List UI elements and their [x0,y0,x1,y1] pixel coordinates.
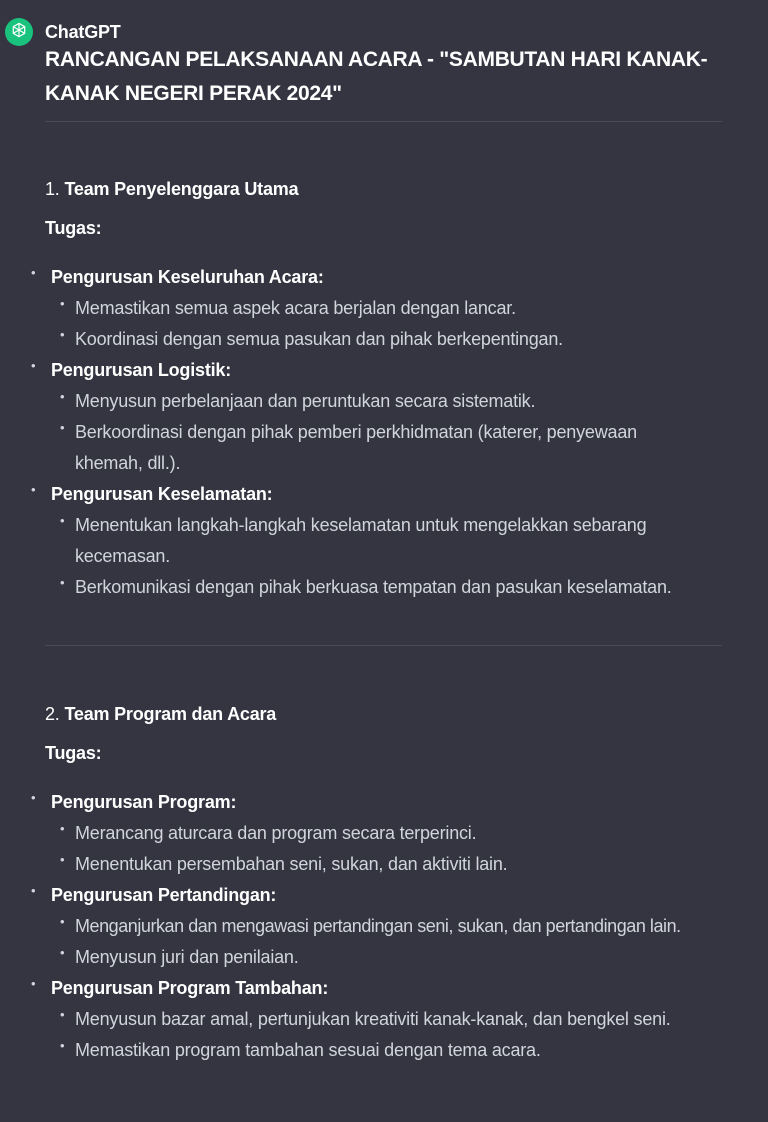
bullet-icon: • [60,296,65,311]
message-content [31,43,723,1066]
bullet-icon: • [31,976,36,991]
list-item [60,1035,709,1066]
list-item [31,262,709,355]
category-label: Pengurusan Keselamatan: [51,484,273,504]
tugas-label: Tugas: [45,218,102,238]
category-label: Pengurusan Pertandingan: [51,885,277,905]
bullet-icon: • [60,327,65,342]
list-item [31,479,709,603]
list-item [60,818,709,849]
bullet-icon: • [60,945,65,960]
list-item [60,324,709,355]
sub-list [51,386,709,479]
list-item-text: Menentukan persembahan seni, sukan, dan aktiviti lain. [75,854,508,874]
list-item [31,355,709,479]
tugas-label: Tugas: [45,743,102,763]
bullet-icon: • [31,265,36,280]
category-label: Pengurusan Keseluruhan Acara: [51,267,324,287]
list-item [60,417,709,479]
list-item-text: Memastikan program tambahan sesuai dengan tema acara. [75,1040,541,1060]
list-item [60,1004,709,1035]
sub-list [51,911,709,973]
list-item-text: Menyusun perbelanjaan dan peruntukan secara sistematik. [75,391,536,411]
list-item [60,386,709,417]
bullet-icon: • [60,1007,65,1022]
category-label: Pengurusan Program: [51,792,237,812]
section-heading-text: Team Penyelenggara Utama [64,179,299,199]
divider [45,121,722,122]
list-item-text: Menentukan langkah-langkah keselamatan untuk mengelakkan sebarang kecemasan. [75,515,647,566]
list-item [60,942,709,973]
sub-list [51,818,709,880]
list-item-text: Memastikan semua aspek acara berjalan dengan lancar. [75,298,516,318]
divider [45,645,722,646]
section-heading-text: Team Program dan Acara [64,704,277,724]
list-item [31,880,709,973]
list-item [31,973,709,1066]
section-number: 1. [45,179,60,199]
bullet-icon: • [60,575,65,590]
message-header [5,18,121,46]
sub-list [51,510,709,603]
bullet-icon: • [60,420,65,435]
list-item-text: Berkoordinasi dengan pihak pemberi perkhidmatan (katerer, penyewaan khemah, dll.). [75,422,637,473]
section-number: 2. [45,704,60,724]
bullet-icon: • [31,883,36,898]
bullet-icon: • [60,1038,65,1053]
list-item [31,787,709,880]
section-heading [45,702,723,726]
bullet-icon: • [60,513,65,528]
task-list [31,262,709,603]
task-list [31,787,709,1066]
avatar [5,18,33,46]
list-item-text: Menyusun juri dan penilaian. [75,947,299,967]
category-label: Pengurusan Program Tambahan: [51,978,329,998]
sub-list [51,293,709,355]
list-item-text: Menganjurkan dan mengawasi pertandingan seni, sukan, dan pertandingan lain. [75,916,681,936]
list-item [60,572,709,603]
bullet-icon: • [31,358,36,373]
list-item [60,510,709,572]
sub-list [51,1004,709,1066]
list-item [60,911,709,942]
bullet-icon: • [60,821,65,836]
category-label: Pengurusan Logistik: [51,360,232,380]
list-item-text: Merancang aturcara dan program secara terperinci. [75,823,477,843]
bullet-icon: • [31,790,36,805]
list-item-text: Menyusun bazar amal, pertunjukan kreativiti kanak-kanak, dan bengkel seni. [75,1009,671,1029]
bullet-icon: • [60,914,65,929]
bullet-icon: • [60,389,65,404]
section-heading [45,177,723,201]
list-item-text: Berkomunikasi dengan pihak berkuasa tempatan dan pasukan keselamatan. [75,577,672,597]
list-item [60,293,709,324]
page-title: RANCANGAN PELAKSANAAN ACARA - "SAMBUTAN HARI KANAK-KANAK NEGERI PERAK 2024" [45,48,708,105]
bullet-icon: • [31,482,36,497]
openai-logo-icon [10,21,28,44]
author-name: ChatGPT [45,21,121,42]
list-item [60,849,709,880]
list-item-text: Koordinasi dengan semua pasukan dan pihak berkepentingan. [75,329,563,349]
bullet-icon: • [60,852,65,867]
